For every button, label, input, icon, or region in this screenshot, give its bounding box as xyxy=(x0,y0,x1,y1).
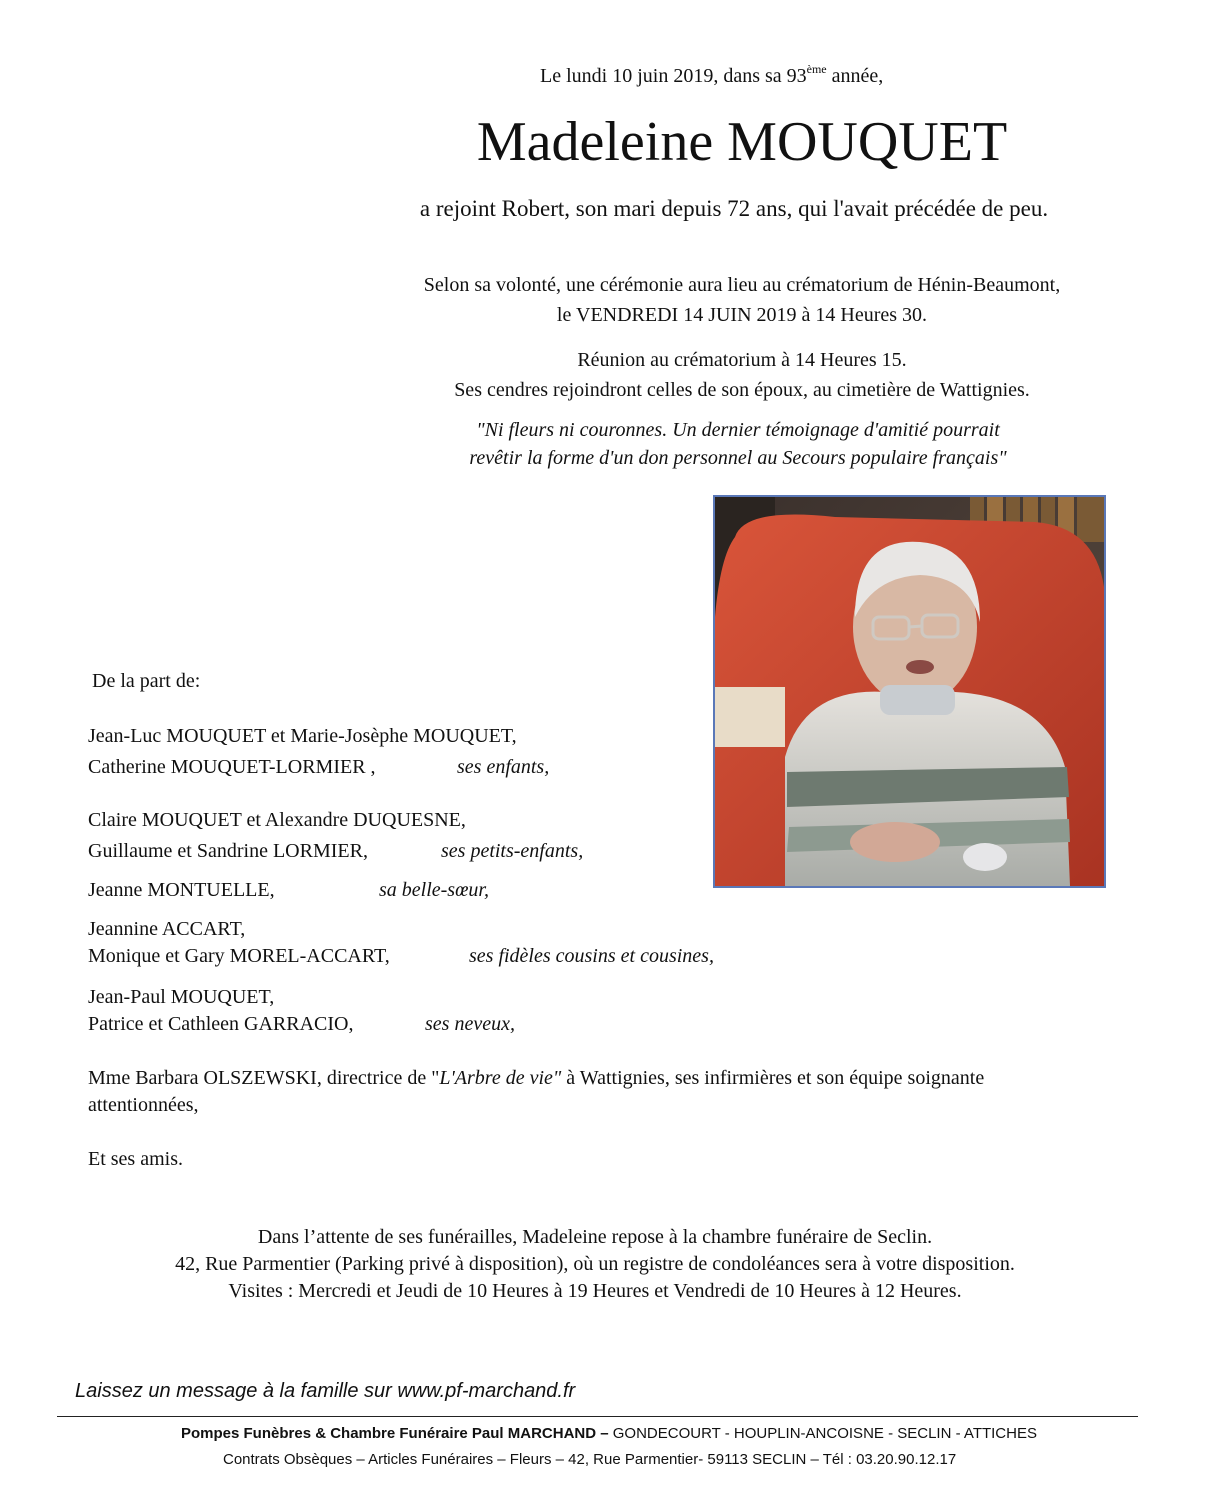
grandchildren-relation: ses petits-enfants, xyxy=(441,840,584,862)
cousins-line-1: Jeannine ACCART, xyxy=(88,918,246,940)
sister-in-law-name: Jeanne MONTUELLE, xyxy=(88,879,275,901)
ceremony-info xyxy=(0,270,1214,330)
deceased-name: Madeleine MOUQUET xyxy=(476,111,1008,173)
footer-divider xyxy=(57,1416,1138,1417)
cousins-line-2: Monique et Gary MOREL-ACCART, xyxy=(88,945,390,967)
portrait-photo xyxy=(713,495,1106,888)
grandchildren-line-1: Claire MOUQUET et Alexandre DUQUESNE, xyxy=(88,809,466,831)
repose-info xyxy=(0,1224,1190,1305)
friends-line: Et ses amis. xyxy=(88,1148,183,1170)
funeral-home-line: Pompes Funèbres & Chambre Funéraire Paul MARCHAND – GONDECOURT - HOUPLIN-ANCOISNE - SECLIN - ATTICHES xyxy=(181,1425,1037,1442)
cousins-relation: ses fidèles cousins et cousines, xyxy=(469,945,714,967)
reunion-line-1: Réunion au crématorium à 14 Heures 15. xyxy=(577,349,907,371)
ceremony-line-2: le VENDREDI 14 JUIN 2019 à 14 Heures 30. xyxy=(556,304,928,326)
quote-line-1: "Ni fleurs ni couronnes. Un dernier témoignage d'amitié pourrait xyxy=(476,419,1000,441)
reunion-line-2: Ses cendres rejoindront celles de son époux, au cimetière de Wattignies. xyxy=(454,379,1030,401)
care-home-name: L'Arbre de vie" xyxy=(439,1067,562,1089)
announcement-date-line: Le lundi 10 juin 2019, dans sa 93ème année, xyxy=(540,62,884,87)
nephews-line-2: Patrice et Cathleen GARRACIO, xyxy=(88,1013,354,1035)
ceremony-line-1: Selon sa volonté, une cérémonie aura lieu au crématorium de Hénin-Beaumont, xyxy=(423,274,1061,296)
leave-message-line: Laissez un message à la famille sur www.pf-marchand.fr xyxy=(75,1380,576,1402)
care-staff-line-2: attentionnées, xyxy=(88,1094,199,1116)
quote-line-2: revêtir la forme d'un don personnel au Secours populaire français" xyxy=(469,447,1007,469)
children-relation: ses enfants, xyxy=(457,756,550,778)
reunion-info xyxy=(0,345,1214,405)
funeral-services-line: Contrats Obsèques – Articles Funéraires – Fleurs – 42, Rue Parmentier- 59113 SECLIN – Tél : 03.20.90.12.17 xyxy=(223,1451,957,1468)
sister-in-law-relation: sa belle-sœur, xyxy=(379,879,489,901)
rejoined-spouse-line: a rejoint Robert, son mari depuis 72 ans, qui l'avait précédée de peu. xyxy=(419,196,1049,221)
from-label: De la part de: xyxy=(92,670,201,692)
nephews-relation: ses neveux, xyxy=(425,1013,515,1035)
flowers-quote xyxy=(0,416,1214,472)
children-line-1: Jean-Luc MOUQUET et Marie-Josèphe MOUQUET, xyxy=(88,725,517,747)
repose-line-3: Visites : Mercredi et Jeudi de 10 Heures à 19 Heures et Vendredi de 10 Heures à 12 Heures. xyxy=(228,1280,962,1302)
portrait-illustration xyxy=(715,497,1104,886)
grandchildren-line-2: Guillaume et Sandrine LORMIER, xyxy=(88,840,368,862)
nephews-line-1: Jean-Paul MOUQUET, xyxy=(88,986,275,1008)
repose-line-1: Dans l’attente de ses funérailles, Madeleine repose à la chambre funéraire de Seclin. xyxy=(257,1226,933,1248)
care-staff-line-1: Mme Barbara OLSZEWSKI, directrice de "L'Arbre de vie" à Wattignies, ses infirmières et son équipe soignante xyxy=(88,1067,985,1089)
repose-line-2: 42, Rue Parmentier (Parking privé à disposition), où un registre de condoléances sera à votre disposition. xyxy=(175,1253,1015,1275)
children-line-2: Catherine MOUQUET-LORMIER , xyxy=(88,756,376,778)
